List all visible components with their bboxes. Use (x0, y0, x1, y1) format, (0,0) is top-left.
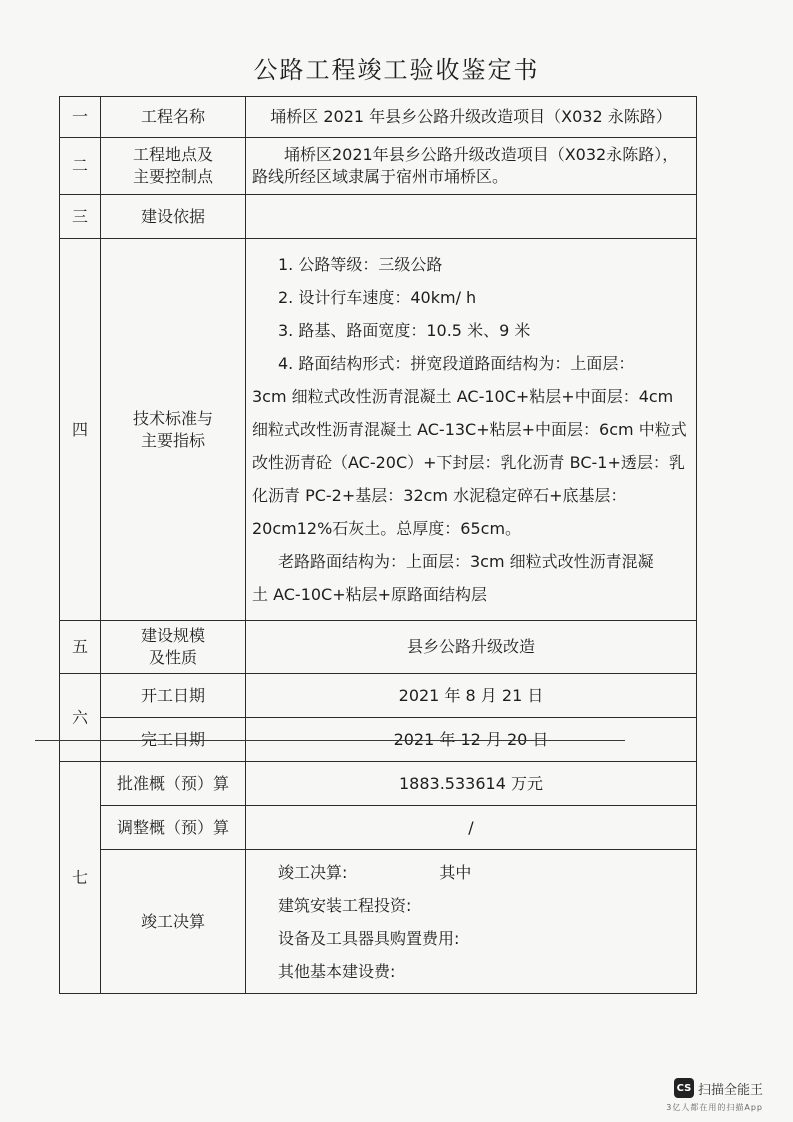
row-number: 六 (60, 674, 101, 762)
watermark-name: 扫描全能王 (697, 1082, 763, 1098)
standard-item-text: 土 AC-10C+粘层+原路面结构层 (252, 585, 488, 604)
row-number: 五 (60, 621, 101, 674)
final-item: 其他基本建设费: (278, 961, 396, 981)
row-label (101, 239, 246, 621)
adjusted-budget-label: 调整概（预）算 (101, 806, 246, 850)
page-title: 公路工程竣工验收鉴定书 (253, 56, 540, 84)
standard-item: 3. 路基、路面宽度：10.5 米、9 米 (278, 321, 531, 340)
row-number: 二 (60, 138, 101, 195)
row-label-line: 主要控制点 (132, 167, 213, 186)
end-date-label: 完工日期 (101, 718, 246, 762)
row-label: 建设依据 (101, 195, 246, 239)
table-row (60, 762, 697, 806)
end-date: 2021 年 12 月 20 日 (246, 718, 697, 762)
scanner-watermark (674, 1078, 763, 1098)
row-number: 三 (60, 195, 101, 239)
strike-through-line (35, 740, 625, 741)
row-label-line: 及性质 (148, 648, 197, 667)
standard-item: 1. 公路等级：三级公路 (278, 255, 443, 274)
row-label (101, 138, 246, 195)
final-item-note: 其中 (439, 862, 472, 882)
camscanner-logo-icon: CS (674, 1078, 694, 1098)
standard-item: 2. 设计行车速度：40km/ h (278, 288, 477, 307)
table-row (60, 239, 697, 621)
table-row (60, 195, 697, 239)
approved-budget-label: 批准概（预）算 (101, 762, 246, 806)
row-label-line: 工程地点及 (132, 145, 213, 164)
project-name: 埇桥区 2021 年县乡公路升级改造项目（X032 永陈路） (246, 97, 697, 138)
row-label-line: 主要指标 (140, 430, 205, 450)
row-number: 一 (60, 97, 101, 138)
row-number: 四 (60, 239, 101, 621)
final-item: 设备及工具器具购置费用: (278, 928, 460, 948)
approved-budget: 1883.533614 万元 (246, 762, 697, 806)
table-row (60, 850, 697, 994)
row-label-line: 建设规模 (140, 626, 205, 645)
start-date: 2021 年 8 月 21 日 (246, 674, 697, 718)
start-date-label: 开工日期 (101, 674, 246, 718)
table-row (60, 138, 697, 195)
acceptance-table (59, 96, 697, 994)
final-accounts-label: 竣工决算 (101, 850, 246, 994)
table-row (60, 674, 697, 718)
table-row (60, 621, 697, 674)
final-item-label: 竣工决算: (278, 862, 348, 882)
table-row (60, 806, 697, 850)
row-label: 工程名称 (101, 97, 246, 138)
watermark-tagline: 3亿人都在用的扫描App (666, 1103, 763, 1112)
adjusted-budget: / (246, 806, 697, 850)
construction-basis (246, 195, 697, 239)
construction-scale: 县乡公路升级改造 (246, 621, 697, 674)
final-accounts (246, 850, 697, 994)
row-label-line: 技术标准与 (132, 408, 213, 428)
project-location: 埇桥区2021年县乡公路升级改造项目（X032永陈路），路线所经区域隶属于宿州市埇桥区。 (246, 138, 697, 195)
table-row (60, 97, 697, 138)
standard-item-text: 3cm 细粒式改性沥青混凝土 AC-10C+粘层+中面层：4cm 细粒式改性沥青混凝土 AC-13C+粘层+中面层：6cm 中粒式改性沥青砼（AC-20C）+下封层：乳化沥青 BC-1+透层：乳化沥青 PC-2+基层：32cm 水泥稳定碎石+底基层：20cm12%石灰土。总厚度：65cm。 (252, 387, 687, 538)
final-item (252, 856, 690, 889)
row-number: 七 (60, 762, 101, 994)
standard-item: 老路路面结构为：上面层：3cm 细粒式改性沥青混凝 (278, 552, 654, 571)
standard-item: 4. 路面结构形式：拼宽段道路面结构为：上面层： (278, 354, 635, 373)
technical-standards (246, 239, 697, 621)
row-label (101, 621, 246, 674)
final-item: 建筑安装工程投资: (278, 895, 412, 915)
